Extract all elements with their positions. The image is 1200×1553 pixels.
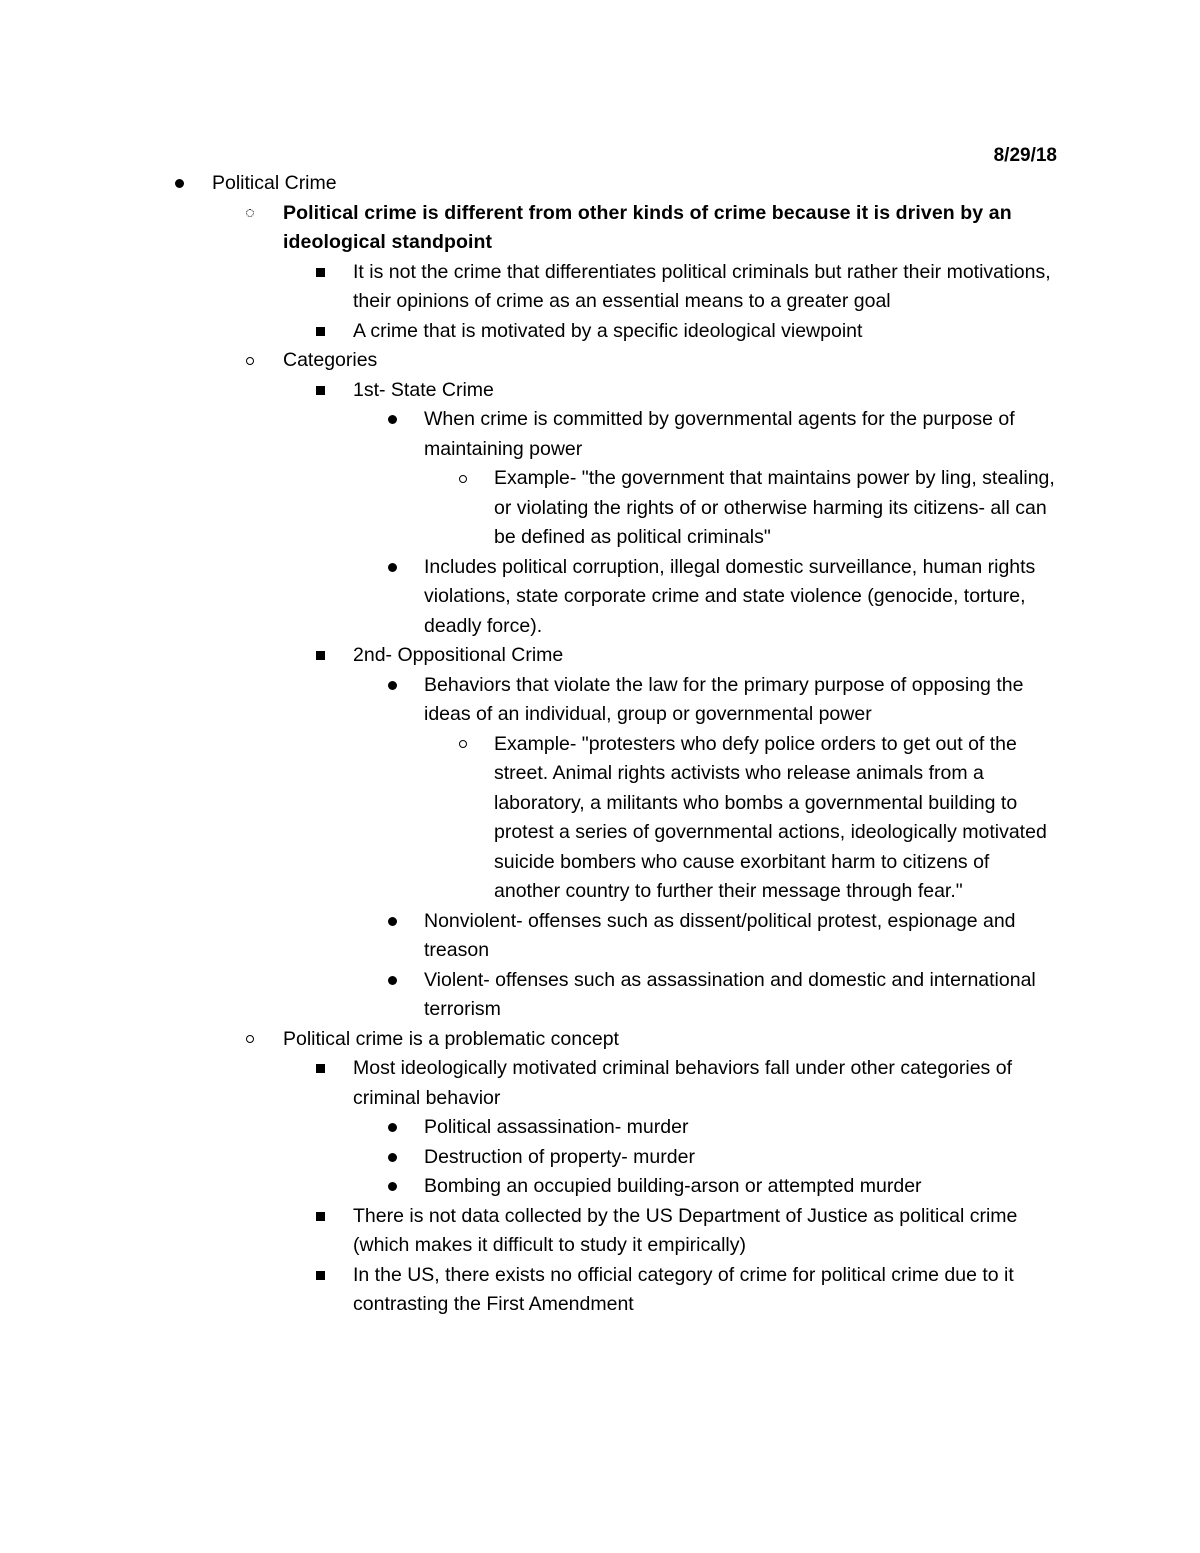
outline-item-text: A crime that is motivated by a specific ideological viewpoint (353, 319, 863, 342)
bullet-marker (388, 907, 397, 937)
outline-item (0, 1261, 1058, 1320)
bullet-marker (388, 1172, 397, 1202)
outline-item-text: Example- "protesters who defy police orders to get out of the street. Animal rights activists who release animals from a laboratory, a militants who bombs a governmental building to protest a series of governmental actions, ideologically motivated suicide bombers who cause exorbitant harm to citizens of another country to further their message through fear." (494, 732, 1047, 902)
bullet-marker (316, 317, 325, 347)
outline-item (0, 405, 1058, 464)
outline-item-text: Political assassination- murder (424, 1116, 689, 1138)
outline-item-text: Example- "the government that maintains power by ling, stealing, or violating the rights of or otherwise harming its citizens- all can be defined as political criminals" (494, 467, 1055, 548)
outline-item (0, 907, 1058, 966)
outline-item (0, 730, 1058, 907)
filled-dot-bullet-icon (388, 415, 397, 424)
filled-dot-bullet-icon (388, 917, 397, 926)
outline-item-text: It is not the crime that differentiates political criminals but rather their motivations, their opinions of crime as an essential means to a greater goal (353, 260, 1051, 312)
hollow-circle-bullet-icon (246, 357, 254, 365)
bullet-marker (388, 966, 397, 996)
filled-dot-bullet-icon (388, 1123, 397, 1132)
outline-item-text: There is not data collected by the US Department of Justice as political crime (which makes it difficult to study it empirically) (353, 1204, 1018, 1256)
filled-dot-bullet-icon (388, 681, 397, 690)
bullet-marker (388, 671, 397, 701)
outline-item-text: Nonviolent- offenses such as dissent/political protest, espionage and treason (424, 909, 1016, 961)
bullet-marker (459, 730, 467, 760)
bullet-marker (316, 258, 325, 288)
outline-item (0, 317, 1058, 347)
outline-item-text: Political crime is a problematic concept (283, 1027, 619, 1050)
outline-item-text: 1st- State Crime (353, 378, 494, 401)
filled-dot-bullet-icon (175, 179, 184, 188)
outline-item-text: When crime is committed by governmental agents for the purpose of maintaining power (424, 408, 1015, 460)
outline-item-text: Includes political corruption, illegal domestic surveillance, human rights violations, state corporate crime and state violence (genocide, torture, deadly force). (424, 555, 1036, 637)
bullet-marker (388, 1143, 397, 1173)
outline-item (0, 1025, 1058, 1055)
outline-item (0, 1172, 1058, 1202)
square-bullet-icon (316, 268, 325, 277)
outline-item-text: 2nd- Oppositional Crime (353, 644, 564, 666)
outline-item (0, 1202, 1058, 1261)
outline-item (0, 258, 1058, 317)
bullet-marker (316, 376, 325, 406)
outline-item (0, 553, 1058, 642)
outline-item (0, 169, 1058, 199)
outline-item (0, 1054, 1058, 1113)
square-bullet-icon (316, 386, 325, 395)
outline-item-text: Violent- offenses such as assassination and domestic and international terrorism (424, 968, 1036, 1020)
filled-dot-bullet-icon (388, 1153, 397, 1162)
outline-item (0, 376, 1058, 406)
outline-item (0, 346, 1058, 376)
outline-item (0, 464, 1058, 553)
outline-item-text: Political crime is different from other kinds of crime because it is driven by an ideological standpoint (283, 201, 1012, 253)
hollow-circle-bullet-icon (459, 475, 467, 483)
bullet-marker (316, 1054, 325, 1084)
outline-item-text: Behaviors that violate the law for the primary purpose of opposing the ideas of an individual, group or governmental power (424, 673, 1024, 725)
hollow-circle-bullet-icon (459, 740, 467, 748)
outline-item (0, 1113, 1058, 1143)
outline-item (0, 1143, 1058, 1173)
bullet-marker (388, 1113, 397, 1143)
square-bullet-icon (316, 1271, 325, 1280)
outline-item-text: Political Crime (212, 172, 337, 194)
square-bullet-icon (316, 327, 325, 336)
square-bullet-icon (316, 651, 325, 660)
dotted-circle-bullet-icon (246, 209, 254, 217)
hollow-circle-bullet-icon (246, 1035, 254, 1043)
outline-item-text: In the US, there exists no official category of crime for political crime due to it contrasting the First Amendment (353, 1263, 1014, 1315)
bullet-marker (316, 1261, 325, 1291)
outline-item-text: Destruction of property- murder (424, 1145, 695, 1168)
outline-item-text: Bombing an occupied building-arson or attempted murder (424, 1175, 922, 1197)
filled-dot-bullet-icon (388, 563, 397, 572)
outline-item (0, 671, 1058, 730)
bullet-marker (246, 199, 254, 229)
outline-item (0, 199, 1058, 258)
outline-item-text: Categories (283, 349, 378, 371)
bullet-marker (459, 464, 467, 494)
outline-item-text: Most ideologically motivated criminal behaviors fall under other categories of criminal behavior (353, 1057, 1012, 1109)
square-bullet-icon (316, 1064, 325, 1073)
bullet-marker (175, 169, 184, 199)
bullet-marker (388, 553, 397, 583)
outline-item (0, 641, 1058, 671)
outline-item (0, 966, 1058, 1025)
filled-dot-bullet-icon (388, 1182, 397, 1191)
bullet-marker (388, 405, 397, 435)
bullet-marker (316, 1202, 325, 1232)
bullet-marker (246, 346, 254, 376)
notes-outline (0, 169, 1200, 1320)
filled-dot-bullet-icon (388, 976, 397, 985)
bullet-marker (316, 641, 325, 671)
square-bullet-icon (316, 1212, 325, 1221)
bullet-marker (246, 1025, 254, 1055)
note-date: 8/29/18 (993, 145, 1057, 166)
